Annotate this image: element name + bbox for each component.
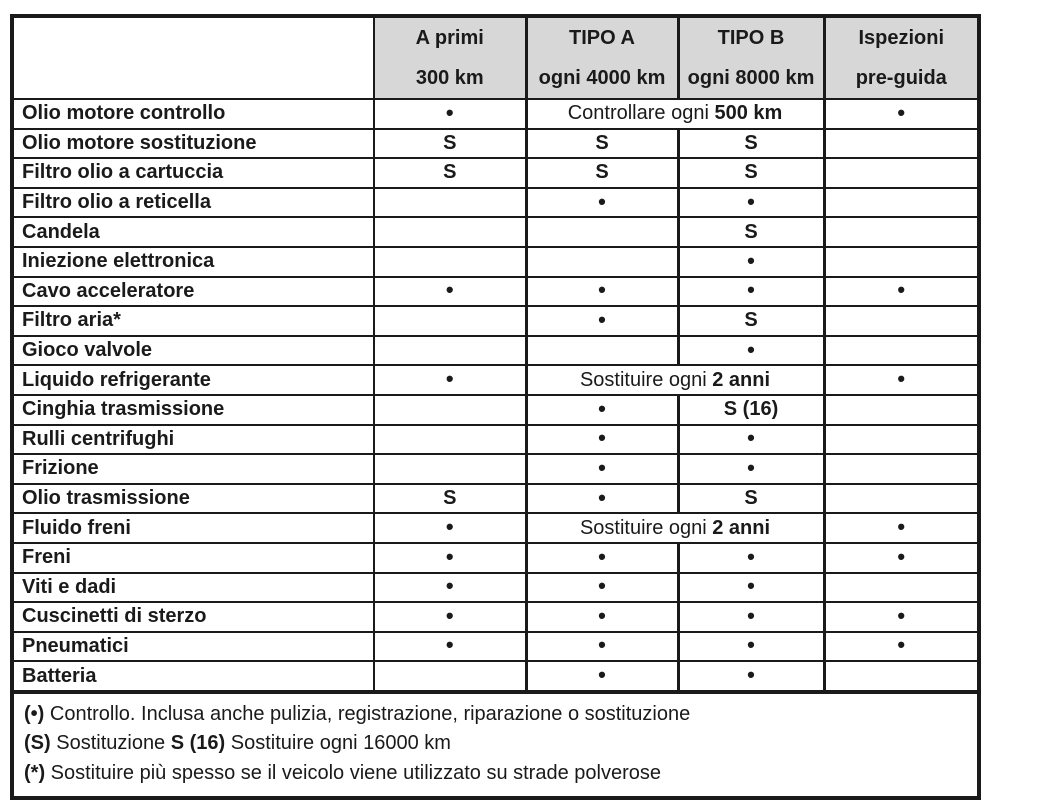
row-label: Batteria	[12, 661, 374, 692]
check-marker-cell	[824, 602, 979, 632]
dot-marker: •	[445, 366, 454, 392]
check-marker-cell	[526, 306, 678, 336]
note-marker: (S)	[24, 732, 51, 755]
dot-marker: •	[747, 277, 755, 303]
row-label: Olio motore sostituzione	[12, 129, 374, 159]
empty-cell	[824, 129, 979, 159]
column-header-line2: ogni 8000 km	[687, 67, 815, 89]
row-label: Filtro aria*	[12, 306, 374, 336]
row-label: Rulli centrifughi	[12, 425, 374, 455]
check-marker-cell	[526, 395, 678, 425]
maintenance-table	[10, 14, 981, 800]
dot-marker: •	[747, 662, 755, 688]
table-row	[12, 543, 979, 573]
dot-marker: •	[598, 632, 606, 658]
check-marker-cell	[374, 513, 526, 543]
empty-cell	[374, 247, 526, 277]
note-marker: (*)	[24, 761, 46, 784]
dot-marker: •	[445, 277, 454, 303]
table-row	[12, 454, 979, 484]
column-header-line1: A primi	[415, 27, 484, 49]
dot-marker: •	[445, 632, 454, 658]
table-body	[12, 99, 979, 692]
dot-marker: •	[445, 514, 454, 540]
check-marker-cell	[678, 573, 824, 603]
dot-marker: •	[747, 573, 755, 599]
note-text: Controllo. Inclusa anche pulizia, registrazione, riparazione o sostituzione	[44, 702, 691, 725]
s-marker: S	[744, 161, 758, 184]
note-marker: (•)	[24, 702, 45, 725]
column-header-cell	[678, 16, 824, 99]
replace-marker-cell	[678, 395, 824, 425]
empty-cell	[526, 247, 678, 277]
table-row	[12, 217, 979, 247]
dot-marker: •	[598, 188, 606, 214]
row-label: Freni	[12, 543, 374, 573]
table-row	[12, 632, 979, 662]
merged-interval-cell	[526, 513, 824, 543]
table-row	[12, 277, 979, 307]
check-marker-cell	[526, 573, 678, 603]
table-row	[12, 247, 979, 277]
empty-cell	[824, 454, 979, 484]
s-marker: S	[744, 131, 758, 154]
dot-marker: •	[897, 99, 906, 125]
row-label: Cinghia trasmissione	[12, 395, 374, 425]
dot-marker: •	[598, 277, 606, 303]
interval-text: Sostituire ogni	[579, 516, 713, 539]
check-marker-cell	[374, 543, 526, 573]
check-marker-cell	[678, 602, 824, 632]
check-marker-cell	[374, 99, 526, 129]
empty-cell	[824, 158, 979, 188]
check-marker-cell	[526, 632, 678, 662]
table-row	[12, 188, 979, 218]
table-row	[12, 395, 979, 425]
table-row	[12, 158, 979, 188]
notes-cell	[12, 692, 979, 799]
s-marker: S	[443, 131, 457, 154]
column-header-line2: ogni 4000 km	[538, 67, 666, 89]
dot-marker: •	[747, 602, 755, 628]
s-marker: S	[443, 161, 457, 184]
replace-marker-cell	[678, 158, 824, 188]
check-marker-cell	[678, 188, 824, 218]
check-marker-cell	[526, 602, 678, 632]
interval-value: 2 anni	[712, 516, 771, 539]
replace-marker-cell	[526, 158, 678, 188]
interval-text: Controllare ogni	[567, 102, 715, 125]
table-row	[12, 661, 979, 692]
dot-marker: •	[747, 425, 755, 451]
s-marker: S	[595, 161, 609, 184]
row-label: Frizione	[12, 454, 374, 484]
check-marker-cell	[824, 277, 979, 307]
row-label: Fluido freni	[12, 513, 374, 543]
check-marker-cell	[526, 543, 678, 573]
check-marker-cell	[678, 632, 824, 662]
merged-interval-cell	[526, 365, 824, 395]
check-marker-cell	[678, 454, 824, 484]
interval-value: 2 anni	[712, 368, 771, 391]
s-marker: S	[744, 309, 758, 332]
dot-marker: •	[445, 573, 454, 599]
check-marker-cell	[526, 277, 678, 307]
table-row	[12, 99, 979, 129]
empty-cell	[374, 336, 526, 366]
dot-marker: •	[747, 454, 755, 480]
dot-marker: •	[445, 543, 454, 569]
replace-marker-cell	[678, 217, 824, 247]
dot-marker: •	[598, 602, 606, 628]
check-marker-cell	[678, 661, 824, 692]
dot-marker: •	[598, 662, 606, 688]
replace-marker-cell	[374, 158, 526, 188]
replace-marker-cell	[678, 484, 824, 514]
note-text: Sostituire più spesso se il veicolo viene utilizzato su strade polverose	[45, 761, 661, 784]
note-text: Sostituire ogni 16000 km	[225, 732, 451, 755]
row-label: Gioco valvole	[12, 336, 374, 366]
empty-cell	[824, 484, 979, 514]
s-marker: S	[744, 220, 758, 243]
dot-marker: •	[598, 573, 606, 599]
dot-marker: •	[897, 632, 906, 658]
empty-cell	[824, 336, 979, 366]
note-line	[24, 700, 967, 730]
check-marker-cell	[678, 336, 824, 366]
check-marker-cell	[824, 365, 979, 395]
dot-marker: •	[598, 306, 606, 332]
empty-cell	[824, 425, 979, 455]
note-line	[24, 759, 967, 789]
replace-marker-cell	[526, 129, 678, 159]
empty-cell	[374, 217, 526, 247]
empty-cell	[374, 425, 526, 455]
row-label: Candela	[12, 217, 374, 247]
row-label: Viti e dadi	[12, 573, 374, 603]
table-row	[12, 484, 979, 514]
column-header-line1: Ispezioni	[858, 27, 945, 49]
dot-marker: •	[598, 543, 606, 569]
check-marker-cell	[526, 661, 678, 692]
check-marker-cell	[526, 484, 678, 514]
check-marker-cell	[824, 543, 979, 573]
check-marker-cell	[374, 365, 526, 395]
s-marker: S (16)	[723, 398, 779, 421]
replace-marker-cell	[374, 129, 526, 159]
merged-interval-cell	[526, 99, 824, 129]
note-marker: S (16)	[170, 732, 226, 755]
interval-text: Sostituire ogni	[579, 368, 713, 391]
check-marker-cell	[374, 632, 526, 662]
empty-cell	[824, 306, 979, 336]
table-row	[12, 573, 979, 603]
empty-cell	[374, 188, 526, 218]
check-marker-cell	[678, 247, 824, 277]
empty-cell	[824, 188, 979, 218]
empty-cell	[526, 336, 678, 366]
empty-cell	[374, 306, 526, 336]
dot-marker: •	[445, 602, 454, 628]
notes-row	[12, 692, 979, 799]
dot-marker: •	[897, 514, 906, 540]
row-label: Filtro olio a cartuccia	[12, 158, 374, 188]
dot-marker: •	[598, 425, 606, 451]
corner-header-cell	[12, 16, 374, 99]
check-marker-cell	[678, 277, 824, 307]
row-label: Filtro olio a reticella	[12, 188, 374, 218]
note-text: Sostituzione	[50, 732, 171, 755]
row-label: Pneumatici	[12, 632, 374, 662]
table-header	[12, 16, 979, 99]
replace-marker-cell	[374, 484, 526, 514]
row-label: Iniezione elettronica	[12, 247, 374, 277]
dot-marker: •	[747, 632, 755, 658]
column-header-cell	[824, 16, 979, 99]
empty-cell	[374, 395, 526, 425]
empty-cell	[374, 661, 526, 692]
row-label: Olio trasmissione	[12, 484, 374, 514]
column-header-cell	[526, 16, 678, 99]
note-line	[24, 729, 967, 759]
column-header-cell	[374, 16, 526, 99]
dot-marker: •	[598, 484, 606, 510]
table-footer	[12, 692, 979, 799]
dot-marker: •	[598, 454, 606, 480]
column-header-line1: TIPO A	[569, 27, 635, 49]
check-marker-cell	[526, 454, 678, 484]
empty-cell	[824, 573, 979, 603]
dot-marker: •	[747, 336, 755, 362]
dot-marker: •	[747, 543, 755, 569]
dot-marker: •	[747, 188, 755, 214]
empty-cell	[824, 247, 979, 277]
table-row	[12, 336, 979, 366]
table-row	[12, 306, 979, 336]
table-row	[12, 365, 979, 395]
row-label: Olio motore controllo	[12, 99, 374, 129]
dot-marker: •	[747, 247, 755, 273]
table-row	[12, 602, 979, 632]
empty-cell	[824, 217, 979, 247]
empty-cell	[824, 661, 979, 692]
check-marker-cell	[374, 277, 526, 307]
maintenance-schedule-sheet	[10, 14, 981, 800]
row-label: Cavo acceleratore	[12, 277, 374, 307]
replace-marker-cell	[678, 129, 824, 159]
s-marker: S	[595, 131, 609, 154]
check-marker-cell	[678, 425, 824, 455]
check-marker-cell	[824, 513, 979, 543]
dot-marker: •	[897, 277, 906, 303]
dot-marker: •	[897, 366, 906, 392]
check-marker-cell	[526, 188, 678, 218]
dot-marker: •	[897, 543, 906, 569]
check-marker-cell	[678, 543, 824, 573]
replace-marker-cell	[678, 306, 824, 336]
empty-cell	[526, 217, 678, 247]
check-marker-cell	[824, 99, 979, 129]
header-row	[12, 16, 979, 99]
dot-marker: •	[598, 395, 606, 421]
empty-cell	[374, 454, 526, 484]
empty-cell	[824, 395, 979, 425]
table-row	[12, 513, 979, 543]
row-label: Cuscinetti di sterzo	[12, 602, 374, 632]
s-marker: S	[744, 487, 758, 510]
check-marker-cell	[374, 602, 526, 632]
dot-marker: •	[445, 99, 454, 125]
column-header-line1: TIPO B	[717, 27, 785, 49]
check-marker-cell	[374, 573, 526, 603]
dot-marker: •	[897, 602, 906, 628]
s-marker: S	[443, 487, 457, 510]
table-row	[12, 425, 979, 455]
column-header-line2: 300 km	[415, 67, 484, 89]
row-label: Liquido refrigerante	[12, 365, 374, 395]
check-marker-cell	[824, 632, 979, 662]
table-row	[12, 129, 979, 159]
interval-value: 500 km	[714, 102, 783, 125]
column-header-line2: pre-guida	[855, 67, 947, 89]
check-marker-cell	[526, 425, 678, 455]
